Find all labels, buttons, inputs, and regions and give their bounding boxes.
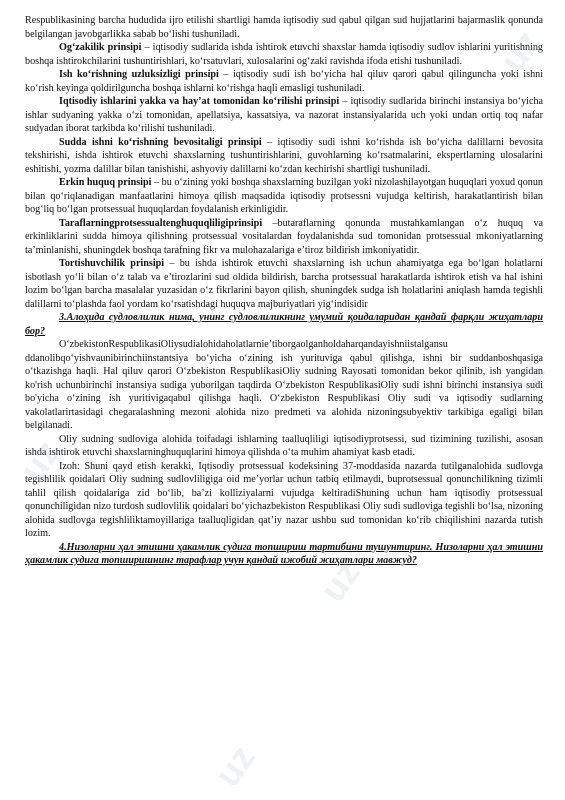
question-heading-4: 4.Низоларни ҳал этишни ҳакамлик судига топшириш тартибини тушунтиринг. Низоларни ҳал этишни ҳакамлик судига топширишнинг тарафлар учун қандай ижобий жиҳатлари мавжуд? [25,541,543,566]
paragraph-jurisdiction [25,433,543,460]
paragraph-free-right-principle [25,176,543,217]
watermark: uz [206,737,263,794]
watermark: uz [491,22,548,79]
principle-term: Iqtisodiy ishlarini yakka va hay’at tomonidan ko‘rilishi prinsipi [59,96,340,107]
paragraph-text: – iqtisodiy sudlarida ishda ishtirok etuvchi shaxslar hamda iqtisodiy sudlov ishlarini yuritishning boshqa ishtirokchilarini tushuntirishlari, ko‘rsatuvlari, xulosalarini og‘zaki ravishda ifoda etishi tushuniladi. [25,42,543,67]
principle-term: Tortishuvchilik prinsipi [59,258,165,269]
paragraph-text: – iqtisodiy sudi ish bo‘yicha hal qiluv qarori qabul qilinguncha yoki ishni ko‘rish keyinga qoldirilguncha boshqa ishlarni ko‘rishga haqli emasligi tushuniladi. [25,69,544,94]
principle-term: Erkin huquq prinsipi [59,177,152,188]
watermark: uz [311,552,368,609]
watermark: uz [496,352,553,409]
paragraph-text: O‘zbekistonRespublikasiOliysudialohidaholatlarnie’tiborgaolganholdaharqandayishniistalgansu ddanolibqo‘yishvaunibirinchiinstantsiya bo‘yicha o‘zining ish yurituviga qabul qilishga, ishni bir suddanboshqasiga o‘tkazishga haqli. Hal qiluv qarori O‘zbekiston RespublikasiOliy sudning Rayosati tomonidan bekor qilinib, ish yangidan ko'rish uchunbirinchi instansiya sudiga yuborilgan taqdirda O‘zbekiston RespublikasiOliy sudi ishni birinchi instansiya sudi bo'yicha o‘zining ish yuritivigaqabul qilishga haqli. O‘zbekiston Respublikasi Oliy sudi va iqtisodiy sudlarning vakolatlarirtasidagi chegaralashning mezoni alohida nizo predmeti va alohida nizoningsubyektiv tarkibiga egaligi bilan belgilanadi. [25,339,543,431]
paragraph-text: – bu ishda ishtirok etuvchi shaxslarning ish uchun ahamiyatga ega bo‘lgan holatlarni isbotlash yo‘li bilan o‘z talab va e’tirozlarini sud oldida bildirish, barcha protsessual harakatlarda ishtirok etish va hal ishini lozim bo‘lgan barcha masalalar yuzasidan o‘z fikrlarini bayon qilish, shuningdek sudga ish holatlarini aniqlash hamda tegishli dalillarni to‘plashda faol yordam ko‘rsatishdagi huquqva majburiyatlari yig‘indisidir [25,258,543,310]
paragraph-adversarial-principle [25,257,543,311]
paragraph-single-panel-principle [25,95,543,136]
paragraph-continuation [25,14,543,41]
paragraph-supreme-court [25,338,543,433]
paragraph-text: –butaraflarning qonunda mustahkamlangan o‘z huquq va erkinliklarini sudda himoya qilishning protsessual vositalardan foydalanishda sud tomonidan protsessual mkoniyatlarning ta’minlanishi, shuningdek boshqa tarafning fikr va mulohazalariga e’tiroz bildirish imkoniyatidir. [25,217,543,256]
paragraph-text: – iqtisodiy sudlarida birinchi instansiya bo‘yicha ishlar sudyaning yakka o‘zi tomonidan, apellatsiya, kassatsiya, va nazorat instansiyalarida uch yoki undan ortiq toq nafar sudyadan iborat tarkibda ko‘rilishi tushuniladi. [25,96,544,134]
question-heading-3: 3.Алоҳида судловлилик нима, унинг судловлиликнинг умумий қоидаларидан қандай фарқли жиҳатлари бор? [25,312,543,337]
paragraph-text: Izoh: Shuni qayd etish kerakki, Iqtisodiy protsessual kodeksining 37-moddasida nazarda tutilganalohida sudlovga tegishlilik qoidalari Oliy sudning sudlovliligiga oid me’yorlar uchun tatbiq etilmaydi, buprotsessual qonunchilikning tizimli tahlil qilish qoidalariga zid bo‘lib, ba’zi kolliziyalarni vujudga keltiradiShuning uchun ham iqtisodiy protsessual qonunchiligidan nizo turdosh sudlovlilik qoidalari bo‘yichazbekiston Respublikasi Oliy sudi sudloviga tegishli bo‘lsa, nizoning alohida sudlovga tegishliliktamoyillariga taalluqligidan qat’iy nazar ushbu sud tomonidan ko‘rib chiqilishini nazarda tutish lozim. [25,460,543,539]
principle-term: Taraflarningprotsessualtenghuquqliligiprinsipi [59,217,263,229]
principle-term: Sudda ishni ko‘rishning bevositaligi prinsipi [59,136,262,148]
paragraph-equality-principle [25,217,543,258]
paragraph-note [25,460,543,541]
paragraph-oral-principle [25,41,543,68]
paragraph-text: Oliy sudning sudloviga alohida toifadagi ishlarning taalluqliligi iqtisodiyprotsessi, sud tizimining tuzilishi, asosan ishda ishtirok etuvchi shaxslarninghuquqlarini himoya qilishda o‘ta muhim ahamiyat kasb etadi. [25,433,543,458]
watermark: uz [11,432,68,489]
principle-term: Og‘zakilik prinsipi [59,42,142,53]
paragraph-text: Respublikasining barcha hududida ijro etilishi shartligi hamda iqtisodiy sud qabul qilgan sud hujjatlarini bajarmaslik qonunda belgilangan javobgarlikka sabab bo‘lishi tushuniladi. [25,15,543,40]
paragraph-text: – iqtisodiy sudi ishni ko‘rishda ish bo‘yicha dalillarni bevosita tekshirishi, ishda ishtirok etuvchi shaxslarning tushuntirishlarini, guvohlarning ko‘rsatmalarini, ekspertlarning ulosalarini eshitishi, yozma dalillar bilan tanishishi, ashyoviy dalillarni ko‘zdan kechirishi shartligi tushuniladi. [25,136,543,175]
principle-term: Ish ko‘rishning uzluksizligi prinsipi [59,69,219,80]
paragraph-directness-principle [25,136,543,177]
paragraph-continuity-principle [25,68,543,95]
paragraph-text: – bu o‘zining yoki boshqa shaxslarning buzilgan yoki nizolashilayotgan huquqlari yoxud qonun bilan qo‘riqlanadigan manfaatlarini himoya qilish maqsadida iqtisodiy protsessni vujudga keltirish, harakatlantirish bilan bog‘liq bo‘lgan protsessual huquqlardan foydalanish erkinligidir. [25,177,543,215]
